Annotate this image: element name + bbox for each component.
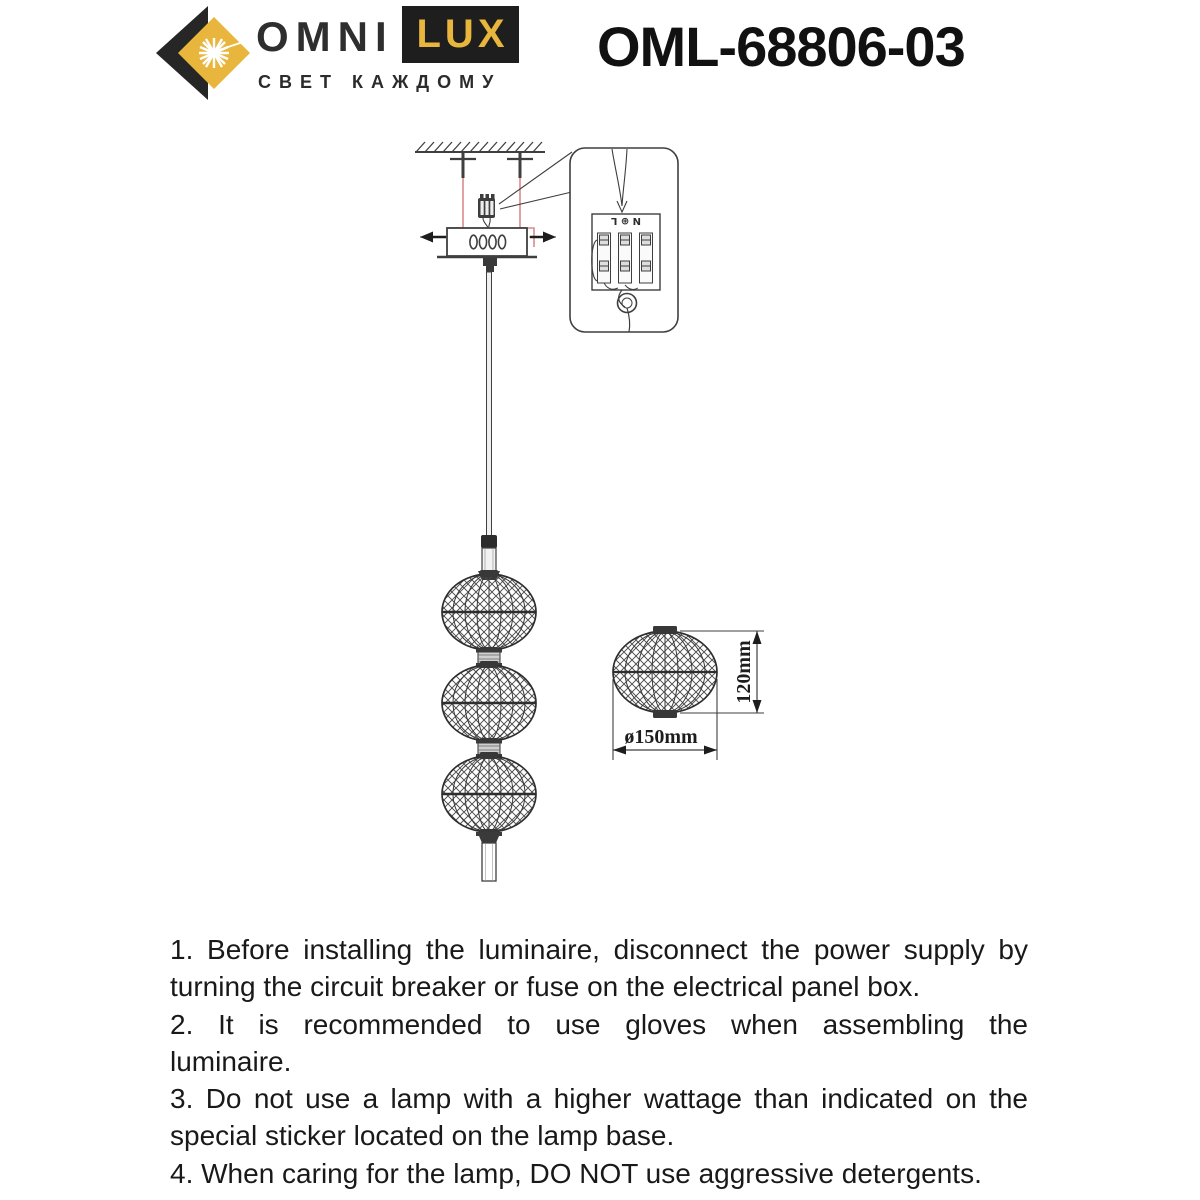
cage-shade-3 [442, 752, 536, 836]
cage-shade-1 [442, 570, 536, 654]
instructions [170, 931, 1028, 1192]
instruction-line: special sticker located on the lamp base. [170, 1120, 675, 1152]
model-number: OML-68806-03 [597, 15, 965, 78]
instruction-line: luminaire. [170, 1045, 292, 1077]
terminal-block [478, 194, 495, 228]
diameter-dimension-label: ø150mm [624, 726, 698, 748]
brand-name: OMNI [256, 13, 394, 60]
cage-shade-2 [442, 661, 536, 745]
instruction-line: 4. When caring for the lamp, DO NOT use aggressive detergents. [170, 1157, 982, 1189]
wiring-detail-callout [570, 148, 678, 332]
wiring-terminal-label: N ⊕ L [610, 215, 642, 226]
pendant-lamp-drawing [442, 272, 536, 881]
instruction-line: turning the circuit breaker or fuse on the electrical panel box. [170, 971, 921, 1003]
brand-tagline: СВЕТ КАЖДОМУ [258, 72, 502, 92]
brand-suffix: LUX [416, 12, 509, 56]
dimension-shade [613, 626, 717, 718]
height-dimension-label: 120mm [733, 640, 755, 704]
instruction-line: 1. Before installing the luminaire, disconnect the power supply by [170, 934, 1028, 965]
wiring-terminals [598, 233, 653, 283]
instruction-line: 3. Do not use a lamp with a higher wattage than indicated on the [170, 1083, 1028, 1115]
suspension-wire [487, 272, 492, 536]
ceiling-mount-drawing [415, 142, 576, 272]
instruction-line: 2. It is recommended to use gloves when assembling the [170, 1008, 1028, 1040]
dimension-drawing [613, 626, 764, 760]
bottom-stem [482, 843, 496, 881]
